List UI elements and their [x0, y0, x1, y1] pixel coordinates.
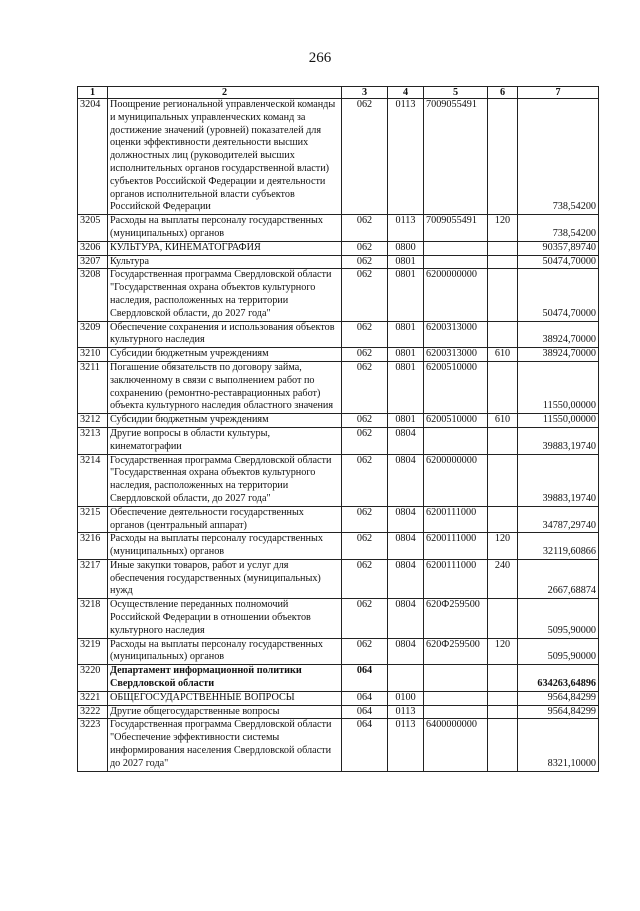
row-number-cell: 3213: [78, 427, 108, 454]
row-name-cell: Государственная программа Свердловской области "Государственная охрана объектов культурного наследия, расположенных на территории Свердловской области, до 2027 года": [108, 269, 342, 321]
table-row: [78, 215, 599, 242]
amount-cell: 39883,19740: [518, 454, 599, 506]
amount-cell: 11550,00000: [518, 361, 599, 413]
header-row: [78, 87, 599, 99]
row-name-cell: Расходы на выплаты персоналу государственных (муниципальных) органов: [108, 215, 342, 242]
row-number-cell: 3216: [78, 533, 108, 560]
row-name-cell: Департамент информационной политики Свердловской области: [108, 665, 342, 692]
table-row: [78, 414, 599, 428]
ministry-code-cell: 062: [342, 348, 388, 362]
row-name-cell: Обеспечение сохранения и использования объектов культурного наследия: [108, 321, 342, 348]
table-row: [78, 638, 599, 665]
section-code-cell: 0804: [388, 638, 424, 665]
section-code-cell: 0804: [388, 533, 424, 560]
target-code-cell: 6200111000: [424, 559, 488, 598]
row-number-cell: 3204: [78, 99, 108, 215]
row-number-cell: 3208: [78, 269, 108, 321]
header-cell: 4: [388, 87, 424, 99]
ministry-code-cell: 062: [342, 99, 388, 215]
amount-cell: 32119,60866: [518, 533, 599, 560]
table-row: [78, 321, 599, 348]
expense-type-cell: [488, 691, 518, 705]
row-name-cell: Поощрение региональной управленческой команды и муниципальных управленческих команд за достижение значений (уровней) показателей для оценки эффективности деятельности высших должностных лиц (руководителей высших исполнительных органов государственной власти) субъектов Российской Федерации и деятельности органов исполнительной власти субъектов Российской Федерации: [108, 99, 342, 215]
expense-type-cell: 610: [488, 414, 518, 428]
section-code-cell: 0113: [388, 99, 424, 215]
target-code-cell: 620Ф259500: [424, 638, 488, 665]
expense-type-cell: [488, 269, 518, 321]
ministry-code-cell: 062: [342, 414, 388, 428]
ministry-code-cell: 064: [342, 719, 388, 771]
expense-type-cell: [488, 99, 518, 215]
target-code-cell: 7009055491: [424, 99, 488, 215]
row-name-cell: Обеспечение деятельности государственных органов (центральный аппарат): [108, 506, 342, 533]
amount-cell: 39883,19740: [518, 427, 599, 454]
row-number-cell: 3220: [78, 665, 108, 692]
target-code-cell: [424, 691, 488, 705]
table-row: [78, 691, 599, 705]
row-name-cell: Иные закупки товаров, работ и услуг для обеспечения государственных (муниципальных) нужд: [108, 559, 342, 598]
table-body: [78, 87, 599, 772]
ministry-code-cell: 062: [342, 506, 388, 533]
amount-cell: 34787,29740: [518, 506, 599, 533]
expense-type-cell: 240: [488, 559, 518, 598]
target-code-cell: [424, 705, 488, 719]
target-code-cell: 6200313000: [424, 348, 488, 362]
target-code-cell: [424, 255, 488, 269]
target-code-cell: [424, 241, 488, 255]
ministry-code-cell: 062: [342, 427, 388, 454]
target-code-cell: 6200000000: [424, 454, 488, 506]
amount-cell: 38924,70000: [518, 348, 599, 362]
section-code-cell: 0801: [388, 414, 424, 428]
expense-type-cell: [488, 719, 518, 771]
amount-cell: 11550,00000: [518, 414, 599, 428]
amount-cell: 738,54200: [518, 215, 599, 242]
table-row: [78, 269, 599, 321]
target-code-cell: 6200000000: [424, 269, 488, 321]
section-code-cell: 0113: [388, 719, 424, 771]
row-number-cell: 3211: [78, 361, 108, 413]
target-code-cell: 6200111000: [424, 506, 488, 533]
row-number-cell: 3217: [78, 559, 108, 598]
page-number: 266: [308, 50, 332, 66]
amount-cell: 5095,90000: [518, 599, 599, 638]
amount-cell: 738,54200: [518, 99, 599, 215]
ministry-code-cell: 064: [342, 691, 388, 705]
target-code-cell: 7009055491: [424, 215, 488, 242]
row-number-cell: 3212: [78, 414, 108, 428]
expense-type-cell: 120: [488, 215, 518, 242]
table-row: [78, 506, 599, 533]
expense-type-cell: [488, 255, 518, 269]
ministry-code-cell: 062: [342, 321, 388, 348]
section-code-cell: 0804: [388, 599, 424, 638]
section-code-cell: 0113: [388, 215, 424, 242]
ministry-code-cell: 062: [342, 269, 388, 321]
row-name-cell: Расходы на выплаты персоналу государственных (муниципальных) органов: [108, 638, 342, 665]
header-cell: 6: [488, 87, 518, 99]
table-row: [78, 559, 599, 598]
section-code-cell: 0804: [388, 427, 424, 454]
table-row: [78, 99, 599, 215]
amount-cell: 2667,68874: [518, 559, 599, 598]
expense-type-cell: [488, 361, 518, 413]
section-code-cell: 0804: [388, 454, 424, 506]
row-number-cell: 3223: [78, 719, 108, 771]
amount-cell: 9564,84299: [518, 705, 599, 719]
table-row: [78, 241, 599, 255]
expense-type-cell: [488, 599, 518, 638]
target-code-cell: [424, 427, 488, 454]
header-cell: 5: [424, 87, 488, 99]
row-number-cell: 3209: [78, 321, 108, 348]
expense-type-cell: [488, 321, 518, 348]
ministry-code-cell: 064: [342, 665, 388, 692]
row-number-cell: 3219: [78, 638, 108, 665]
target-code-cell: 6200111000: [424, 533, 488, 560]
expense-type-cell: [488, 665, 518, 692]
expense-type-cell: [488, 241, 518, 255]
expense-type-cell: [488, 506, 518, 533]
row-name-cell: Погашение обязательств по договору займа, заключенному в связи с выполнением работ по сохранению (ремонтно-реставрационных работ) объекта культурного наследия областного значения: [108, 361, 342, 413]
expense-type-cell: [488, 427, 518, 454]
section-code-cell: 0801: [388, 255, 424, 269]
table-row: [78, 665, 599, 692]
header-cell: 2: [108, 87, 342, 99]
header-cell: 7: [518, 87, 599, 99]
row-name-cell: КУЛЬТУРА, КИНЕМАТОГРАФИЯ: [108, 241, 342, 255]
section-code-cell: 0100: [388, 691, 424, 705]
expense-type-cell: 120: [488, 533, 518, 560]
expense-type-cell: [488, 705, 518, 719]
target-code-cell: 6200510000: [424, 414, 488, 428]
table-row: [78, 719, 599, 771]
row-number-cell: 3206: [78, 241, 108, 255]
table-row: [78, 599, 599, 638]
section-code-cell: 0800: [388, 241, 424, 255]
row-name-cell: Субсидии бюджетным учреждениям: [108, 348, 342, 362]
row-name-cell: Культура: [108, 255, 342, 269]
row-name-cell: Другие общегосударственные вопросы: [108, 705, 342, 719]
ministry-code-cell: 062: [342, 533, 388, 560]
header-cell: 1: [78, 87, 108, 99]
amount-cell: 50474,70000: [518, 269, 599, 321]
target-code-cell: [424, 665, 488, 692]
section-code-cell: 0801: [388, 348, 424, 362]
row-name-cell: Государственная программа Свердловской области "Обеспечение эффективности системы информирования населения Свердловской области до 2027 года": [108, 719, 342, 771]
ministry-code-cell: 062: [342, 638, 388, 665]
row-name-cell: Субсидии бюджетным учреждениям: [108, 414, 342, 428]
ministry-code-cell: 062: [342, 454, 388, 506]
target-code-cell: 6200510000: [424, 361, 488, 413]
table-row: [78, 255, 599, 269]
table-row: [78, 427, 599, 454]
amount-cell: 38924,70000: [518, 321, 599, 348]
target-code-cell: 6200313000: [424, 321, 488, 348]
ministry-code-cell: 062: [342, 215, 388, 242]
header-cell: 3: [342, 87, 388, 99]
amount-cell: 5095,90000: [518, 638, 599, 665]
amount-cell: 90357,89740: [518, 241, 599, 255]
expense-type-cell: 610: [488, 348, 518, 362]
row-name-cell: Государственная программа Свердловской области "Государственная охрана объектов культурного наследия, расположенных на территории Свердловской области, до 2027 года": [108, 454, 342, 506]
ministry-code-cell: 062: [342, 361, 388, 413]
amount-cell: 8321,10000: [518, 719, 599, 771]
section-code-cell: 0804: [388, 506, 424, 533]
section-code-cell: 0801: [388, 361, 424, 413]
section-code-cell: 0801: [388, 321, 424, 348]
row-number-cell: 3214: [78, 454, 108, 506]
row-name-cell: Расходы на выплаты персоналу государственных (муниципальных) органов: [108, 533, 342, 560]
ministry-code-cell: 062: [342, 241, 388, 255]
section-code-cell: [388, 665, 424, 692]
ministry-code-cell: 062: [342, 255, 388, 269]
expense-type-cell: 120: [488, 638, 518, 665]
table-row: [78, 348, 599, 362]
ministry-code-cell: 062: [342, 599, 388, 638]
expense-type-cell: [488, 454, 518, 506]
table-row: [78, 361, 599, 413]
row-number-cell: 3215: [78, 506, 108, 533]
section-code-cell: 0113: [388, 705, 424, 719]
row-number-cell: 3205: [78, 215, 108, 242]
row-number-cell: 3210: [78, 348, 108, 362]
amount-cell: 9564,84299: [518, 691, 599, 705]
row-name-cell: Осуществление переданных полномочий Российской Федерации в отношении объектов культурного наследия: [108, 599, 342, 638]
table-row: [78, 454, 599, 506]
target-code-cell: 6400000000: [424, 719, 488, 771]
section-code-cell: 0801: [388, 269, 424, 321]
ministry-code-cell: 064: [342, 705, 388, 719]
budget-table: [77, 86, 599, 772]
row-name-cell: Другие вопросы в области культуры, кинематографии: [108, 427, 342, 454]
row-number-cell: 3221: [78, 691, 108, 705]
amount-cell: 634263,64896: [518, 665, 599, 692]
row-number-cell: 3207: [78, 255, 108, 269]
target-code-cell: 620Ф259500: [424, 599, 488, 638]
table-row: [78, 705, 599, 719]
table-row: [78, 533, 599, 560]
row-number-cell: 3222: [78, 705, 108, 719]
ministry-code-cell: 062: [342, 559, 388, 598]
row-name-cell: ОБЩЕГОСУДАРСТВЕННЫЕ ВОПРОСЫ: [108, 691, 342, 705]
section-code-cell: 0804: [388, 559, 424, 598]
amount-cell: 50474,70000: [518, 255, 599, 269]
row-number-cell: 3218: [78, 599, 108, 638]
